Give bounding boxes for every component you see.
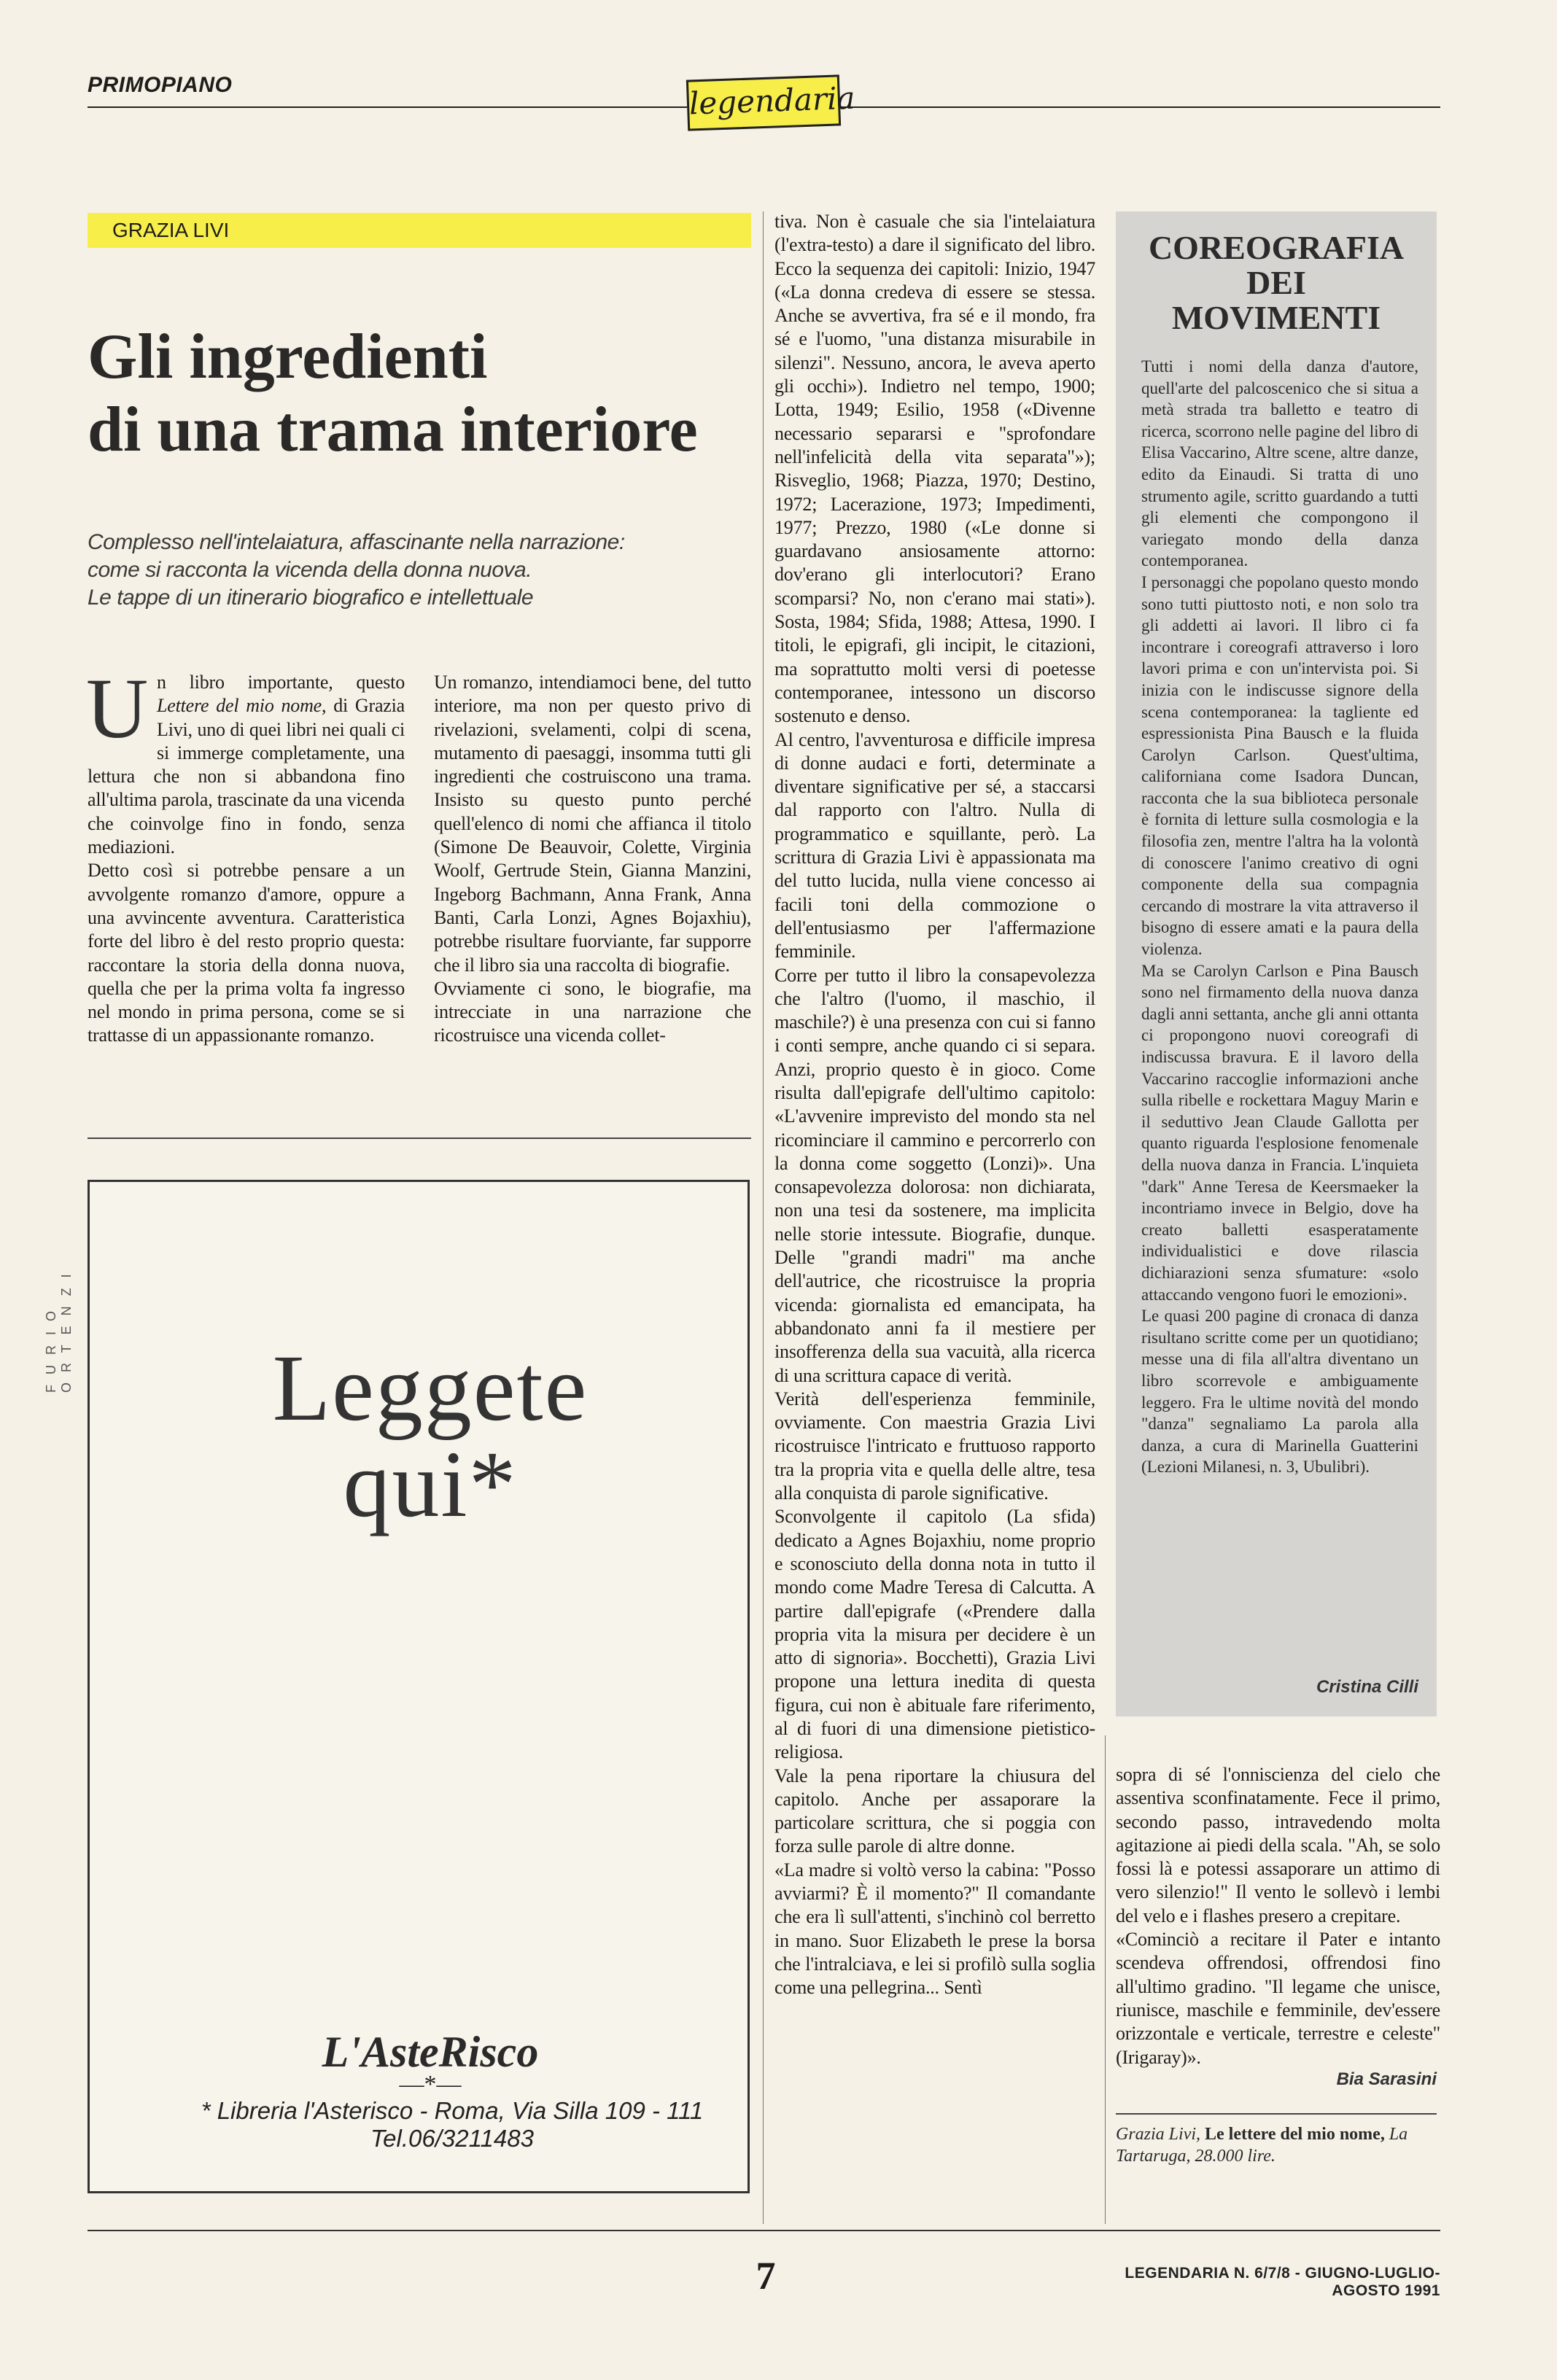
sidebar-paragraph: I personaggi che popolano questo mondo sono tutti piuttosto noti, e non solo tra gli addetti ai lavori. Il libro ci fa incontrare i coreografi attraverso i loro lavori prima e con un'intervista poi. Si inizia con le indiscusse signore della scena contemporanea: la tagliente ed espressionista Pina Bausch e la fluida Carolyn Carlson. Quest'ultima, californiana come Isadora Duncan, racconta che la sua biblioteca personale è fornita di letture sulla cosmologia e la filosofia zen, mentre l'altra ha la volontà di conoscere l'animo creativo di ogni componente della sua compagnia cercando di mostrare la vita attraverso il bisogno di essere amati e la paura della violenza. bbox=[1141, 572, 1418, 959]
article-paragraph: Vale la pena riportare la chiusura del capitolo. Anche per assaporare la particolare scrittura, che si poggia con forza sulle parole di altre donne. bbox=[774, 1765, 1095, 1857]
article-column-1 bbox=[86, 661, 405, 1048]
sidebar-title-line-3: MOVIMENTI bbox=[1171, 299, 1381, 336]
article-paragraph: sopra di sé l'onniscienza del cielo che assentiva sconfinatamente. Fece il primo, secondo passo, intravedendo molta agitazione ai piedi della scala. "Ah, se solo fossi là e potessi assaporare un attimo di vero silenzio!" Il vento le sollevò i lembi del velo e i flashes presero a crepitare. bbox=[1116, 1764, 1440, 1926]
drop-cap: U bbox=[86, 661, 149, 756]
author-label: GRAZIA LIVI bbox=[88, 213, 751, 248]
text-run: , di Grazia Livi, uno di quei libri nei quali ci si immerge completamente, una lettura che non si abbandona fino all'ultima parola, trascinate da una vicenda che coinvolge fino in fondo, senza mediazioni. bbox=[88, 695, 405, 858]
section-label: PRIMOPIANO bbox=[88, 73, 233, 97]
article-paragraph: Un romanzo, intendiamoci bene, del tutto interiore, ma non per questo privo di rivelazioni, svelamenti, colpi di scena, mutamento di paesaggi, insomma tutti gli ingredienti che costruiscono una trama. Insisto su questo punto perché quell'elenco di nomi che affianca il titolo (Simone De Beauvoir, Colette, Virginia Woolf, Gertrude Stein, Gianna Manzini, Ingeborg Bachmann, Anna Frank, Anna Banti, Carla Lonzi, Agnes Bojaxhiu), potrebbe risultare fuorviante, far supporre che il libro sia una raccolta di biografie. bbox=[434, 672, 751, 976]
article-paragraph: Verità dell'esperienza femminile, ovviamente. Con maestria Grazia Livi ricostruisce l'intricato e fruttuoso rapporto tra la propria vita e quella delle altre, tesa alla conquista di parole significative. bbox=[774, 1388, 1095, 1504]
bookref-title: Le lettere del mio nome, bbox=[1205, 2125, 1385, 2144]
advert-address bbox=[175, 2097, 729, 2152]
article-paragraph: Detto così si potrebbe pensare a un avvolgente romanzo d'amore, oppure a una avvincente avventura. Caratteristica forte del libro è del resto proprio questa: raccontare la storia della donna nuova, quella che per la prima volta fa ingresso nel mondo in prima persona, come se si trattasse di un appassionante romanzo. bbox=[88, 860, 405, 1046]
photo-credit: FURIO ORTENZI bbox=[44, 1264, 74, 1393]
sidebar-title-line-1: COREOGRAFIA bbox=[1148, 229, 1405, 266]
book-reference bbox=[1116, 2123, 1437, 2167]
subtitle-line-2: come si racconta la vicenda della donna nuova. bbox=[88, 558, 532, 582]
bookref-publisher: La Tartaruga, 28.000 lire. bbox=[1116, 2125, 1408, 2166]
text-run: n libro importante, questo bbox=[157, 672, 405, 693]
article-paragraph bbox=[86, 661, 405, 859]
asterisk-ornament: —*— bbox=[399, 2071, 462, 2098]
article-title bbox=[88, 321, 758, 467]
column-rule bbox=[1105, 1735, 1106, 2224]
column-rule bbox=[763, 211, 764, 2224]
column-divider bbox=[88, 1138, 751, 1139]
advert-headline-line-1: Leggete bbox=[272, 1336, 589, 1441]
article-paragraph: Ovviamente ci sono, le biografie, ma intrecciate in una narrazione che ricostruisce una vicenda collet- bbox=[434, 977, 751, 1046]
sidebar-signature: Cristina Cilli bbox=[1316, 1677, 1418, 1697]
article-paragraph: Al centro, l'avventurosa e difficile impresa di donne audaci e forti, determinate a diventare significative per sé, a staccarsi dal rapporto con l'altro. Nulla di programmatico e squillante, però. La scrittura di Grazia Livi è appassionata ma del tutto lucida, nulla viene concesso ai facili toni della commozione o dell'entusiasmo per l'affermazione femminile. bbox=[774, 728, 1095, 962]
article-paragraph: «La madre si voltò verso la cabina: "Posso avviarmi? È il momento?" Il comandante che era lì sull'attenti, s'inchinò col berretto in mano. Suor Elizabeth le prese la borsa che l'intralciava, e lei si profilò sulla soglia come una pellegrina... Sentì bbox=[774, 1859, 1095, 1999]
article-signature: Bia Sarasini bbox=[1336, 2069, 1437, 2089]
issue-info: LEGENDARIA N. 6/7/8 - GIUGNO-LUGLIO-AGOSTO 1991 bbox=[1125, 2265, 1440, 2299]
article-paragraph: Corre per tutto il libro la consapevolezza che l'altro (l'uomo, il maschio, il maschile?) è una presenza con cui si fanno i conti sempre, anche quando ci si separa. Anzi, proprio questo è in gioco. Come risulta dall'epigrafe dell'ultimo capitolo: «L'avvenire imprevisto del mondo sta nel ricominciare il cammino e percorrerlo con la donna come soggetto (Lonzi)». Una consapevolezza dolorosa: non dichiarata, non una tesi da sostenere, ma implicita nelle storie intessute. Biografie, dunque. Delle "grandi madri" ma anche dell'autrice, che ricostruisce la propria vicenda: giornalista ed emancipata, ha abbandonato anni fa il mestiere per insofferenza della sua vacuità, alla ricerca di una scrittura capace di verità. bbox=[774, 964, 1095, 1386]
article-paragraph: tiva. Non è casuale che sia l'intelaiatura (l'extra-testo) a dare il significato del libro. Ecco la sequenza dei capitoli: Inizio, 1947 («La donna credeva di essere se stessa. Anche se avvertiva, fra sé e il mondo, fra sé e l'uomo, "una distanza misurabile in silenzi". Nessuno, ancora, le aveva aperto gli occhi»). Indietro nel tempo, 1900; Lotta, 1949; Esilio, 1958 («Divenne necessario separarsi e "sprofondare nell'infelicità della vita separata"»); Risveglio, 1968; Piazza, 1970; Destino, 1972; Lacerazione, 1973; Impedimenti, 1977; Prezzo, 1980 («Le donne si guardavano ansiosamente attorno: dov'erano gli interlocutori? Erano scomparsi? No, non c'erano mai stati»). Sosta, 1984; Sfida, 1988; Attesa, 1990. I titoli, le epigrafi, gli incipit, le citazioni, ma soprattutto molti versi di poetesse contemporanee, intessono un discorso sostenuto e denso. bbox=[774, 211, 1095, 727]
subtitle-line-3: Le tappe di un itinerario biografico e intellettuale bbox=[88, 586, 534, 610]
sidebar-text bbox=[1141, 356, 1418, 1478]
article-paragraph: «Cominciò a recitare il Pater e intanto scendeva offrendosi, offrendosi fino all'ultimo gradino. "Il legame che unisce, riunisce, maschile e femminile, dev'essere orizzontale e verticale, terrestre e celeste" (Irigaray)». bbox=[1116, 1929, 1440, 2068]
sidebar-title-line-2: DEI bbox=[1246, 264, 1306, 301]
article-subtitle bbox=[88, 529, 751, 612]
magazine-logo: legendaria bbox=[686, 74, 841, 131]
title-line-2: di una trama interiore bbox=[88, 394, 698, 465]
article-column-2 bbox=[434, 671, 751, 1048]
article-column-4 bbox=[1116, 1763, 1440, 2069]
advert-headline-line-2: qui* bbox=[343, 1432, 518, 1537]
page-number: 7 bbox=[756, 2254, 776, 2298]
article-column-3 bbox=[774, 210, 1095, 2000]
bookshop-logo: L'AsteRisco bbox=[322, 2028, 539, 2076]
subtitle-line-1: Complesso nell'intelaiatura, affascinante nella narrazione: bbox=[88, 530, 625, 554]
book-title: Lettere del mio nome bbox=[157, 695, 322, 717]
bookref-rule bbox=[1116, 2113, 1437, 2115]
sidebar-paragraph: Ma se Carolyn Carlson e Pina Bausch sono nel firmamento della nuova danza dagli anni settanta, anche gli anni ottanta ci propongono nuovi coreografi di indiscussa bravura. E il lavoro della Vaccarino raccoglie informazioni anche sulla ribelle e rockettara Maguy Marin e il seduttivo Jean Claude Gallotta per quanto riguarda l'esplosione fenomenale della nuova danza in Francia. L'inquieta "dark" Anne Teresa de Keersmaeker la incontriamo invece in Belgio, dove ha creato balletti esasperatamente individualistici e dove rilascia dichiarazioni senza sfumature: «solo attaccando vengono fuori le emozioni». bbox=[1141, 961, 1418, 1304]
bookref-author: Grazia Livi, bbox=[1116, 2125, 1201, 2144]
sidebar-title bbox=[1116, 230, 1437, 335]
footer-rule bbox=[88, 2230, 1440, 2231]
advert-phone: Tel.06/3211483 bbox=[370, 2125, 534, 2152]
sidebar-paragraph: Tutti i nomi della danza d'autore, quell'arte del palcoscenico che si situa a metà strada tra balletto e teatro di ricerca, scorrono nelle pagine del libro di Elisa Vaccarino, Altre scene, altre danze, edito da Einaudi. Si tratta di uno strumento agile, scritto guardando a tutti gli elementi che compongono il variegato mondo della danza contemporanea. bbox=[1141, 357, 1418, 570]
advert-headline bbox=[226, 1336, 634, 1537]
article-paragraph: Sconvolgente il capitolo (La sfida) dedicato a Agnes Bojaxhiu, nome proprio e sconosciuto della donna nota in tutto il mondo come Madre Teresa di Calcutta. A partire dall'epigrafe («Prendere dalla propria vita la misura per decidere è un atto di signoria». Bocchetti), Grazia Livi propone una lettura inedita di questa figura, cui non è abituale fare riferimento, al di fuori di una dimensione pietistico-religiosa. bbox=[774, 1506, 1095, 1763]
title-line-1: Gli ingredienti bbox=[88, 322, 488, 392]
sidebar-paragraph: Le quasi 200 pagine di cronaca di danza risultano scritte come per un quotidiano; messe una di fila all'altra diventano un libro scorrevole e ambiguamente leggero. Fra le ultime novità del mondo "danza" segnaliamo La parola alla danza, a cura di Marinella Guatterini (Lezioni Milanesi, n. 3, Ubulibri). bbox=[1141, 1307, 1418, 1477]
advert-address-line-1: * Libreria l'Asterisco - Roma, Via Silla 109 - 111 bbox=[201, 2097, 704, 2124]
